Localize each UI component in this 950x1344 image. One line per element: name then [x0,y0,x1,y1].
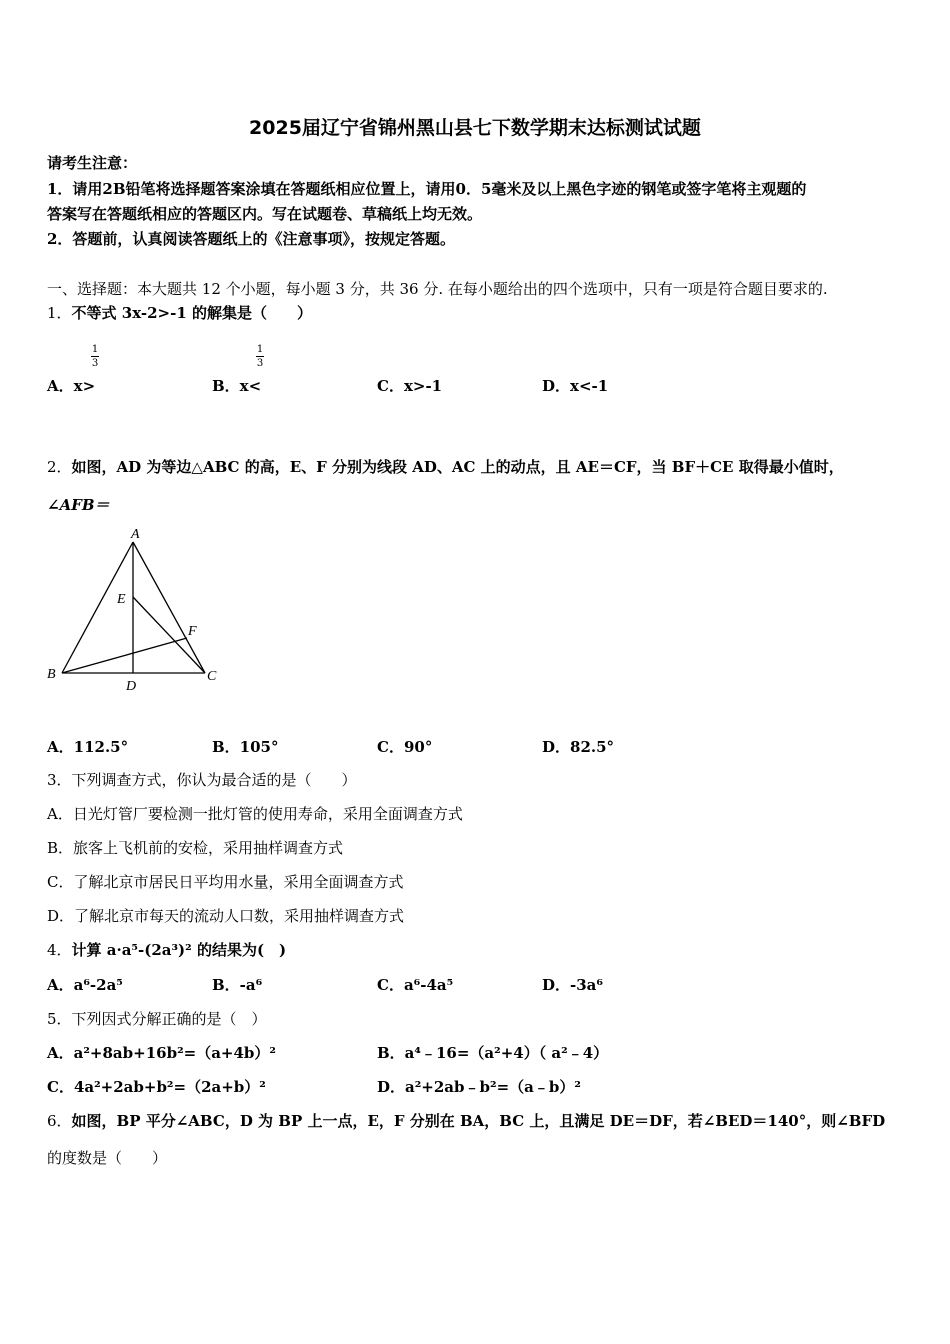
question-number: 5． [47,1010,72,1028]
notice-line: 1．请用2B铅笔将选择题答案涂填在答题纸相应位置上，请用0．5毫米及以上黑色字迹的钢笔或签字笔将主观题的 [47,180,807,198]
fraction [90,344,100,369]
option-b: B．a⁴﹣16=（a²+4）（ a²﹣4） [377,1044,609,1062]
fraction-numerator: 1 [91,344,99,355]
option-d: D．a²+2ab﹣b²=（a﹣b）² [377,1078,581,1096]
option-c: C．90° [377,738,433,756]
notice-line: 答案写在答题纸相应的答题区内。写在试题卷、草稿纸上均无效。 [47,205,483,223]
question-2 [47,456,844,477]
question-stem-cont: 的度数是（ ） [47,1149,168,1167]
question-stem-cont: ∠AFB＝ [47,496,110,514]
option-c: C．a⁶-4a⁵ [377,976,454,994]
option-d: D．x<-1 [542,377,609,395]
question-stem: 下列因式分解正确的是（ ） [71,1010,267,1028]
notice-heading: 请考生注意： [47,154,138,172]
section-heading: 一、选择题：本大题共 12 个小题，每小题 3 分，共 36 分. 在每小题给出的四个选项中，只有一项是符合题目要求的. [47,280,828,298]
option-d: D．-3a⁶ [542,976,603,994]
question-number: 2． [47,458,72,476]
option-c: C．4a²+2ab+b²=（2a+b）² [47,1078,266,1096]
notice-line: 2．答题前，认真阅读答题纸上的《注意事项》，按规定答题。 [47,230,455,248]
question-number: 3． [47,771,72,789]
label-f: F [188,624,197,639]
question-stem: 如图，AD 为等边△ABC 的高，E、F 分别为线段 AD、AC 上的动点，且 AE＝CF，当 BF＋CE 取得最小值时， [71,458,844,476]
question-stem: 下列调查方式，你认为最合适的是（ ） [71,771,357,789]
option-b: B．-a⁶ [212,976,263,994]
option-c: C．了解北京市居民日平均用水量，采用全面调查方式 [47,873,404,891]
question-stem: 计算 a·a⁵-(2a³)² 的结果为( ) [71,941,287,959]
option-a: A．112.5° [47,738,129,756]
fraction-denominator: 3 [91,358,99,369]
page-title: 2025届辽宁省锦州黑山县七下数学期末达标测试试题 [249,117,701,139]
question-stem: 不等式 3x-2>-1 的解集是（ ） [71,304,313,322]
option-b: B．旅客上飞机前的安检，采用抽样调查方式 [47,839,344,857]
option-a: A．a⁶-2a⁵ [47,976,123,994]
label-c: C [207,669,217,684]
label-a: A [131,527,140,542]
option-c: C．x>-1 [377,377,443,395]
question-number: 4． [47,941,72,959]
label-d: D [126,679,137,694]
fraction-numerator: 1 [256,344,264,355]
label-e: E [117,592,126,607]
question-stem: 如图，BP 平分∠ABC，D 为 BP 上一点，E，F 分别在 BA，BC 上，且满足 DE＝DF，若∠BED＝140°，则∠BFD [71,1112,886,1130]
option-a: A．日光灯管厂要检测一批灯管的使用寿命，采用全面调查方式 [47,805,463,823]
fraction [255,344,265,369]
option-b: B．105° [212,738,279,756]
segment-bf [62,638,187,673]
question-1 [47,302,312,323]
segment-ab [62,542,133,673]
option-d: D．了解北京市每天的流动人口数，采用抽样调查方式 [47,907,405,925]
fraction-denominator: 3 [256,358,264,369]
triangle-figure [40,524,230,694]
question-4 [47,939,286,960]
question-number: 6． [47,1112,72,1130]
option-a: A．a²+8ab+16b²=（a+4b）² [47,1044,276,1062]
option-a: A．x> [47,377,96,395]
question-5 [47,1008,267,1029]
question-number: 1． [47,304,72,322]
option-d: D．82.5° [542,738,615,756]
option-b: B．x< [212,377,262,395]
question-3 [47,769,357,790]
label-b: B [47,667,56,682]
question-6 [47,1110,885,1131]
